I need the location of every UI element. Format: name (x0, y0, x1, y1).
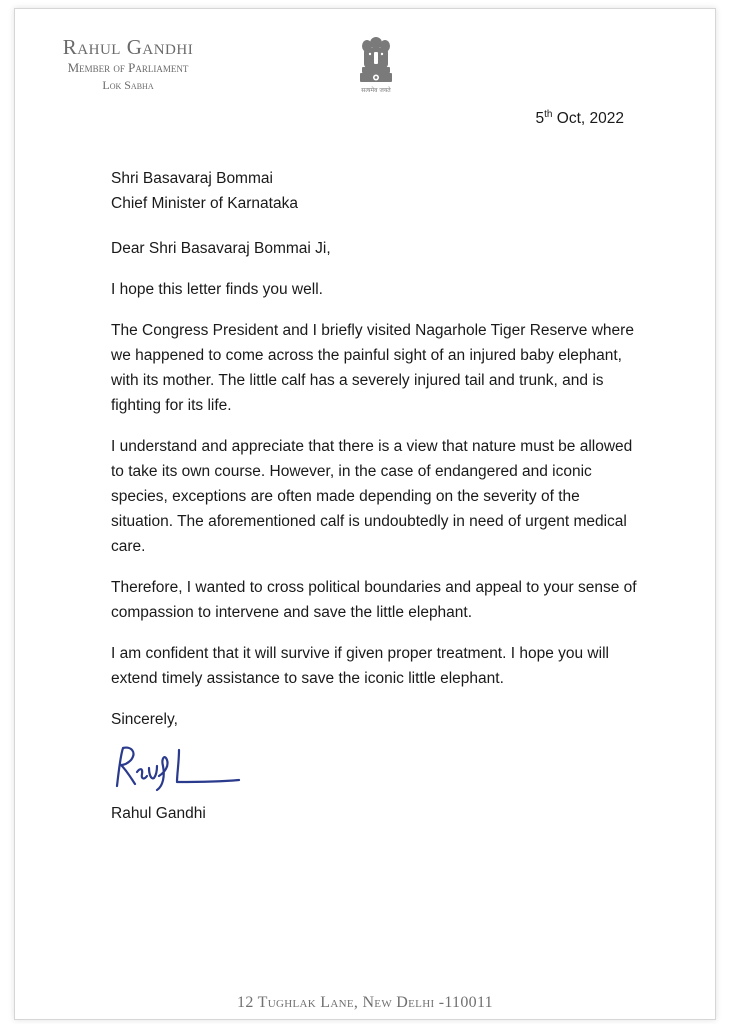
letterhead-role: Member of Parliament (67, 60, 189, 75)
signature-icon (107, 738, 247, 793)
recipient-name: Shri Basavaraj Bommai (111, 170, 273, 187)
letter-body (111, 166, 641, 826)
date-suffix: th (544, 109, 553, 120)
letterhead-house: Lok Sabha (102, 78, 154, 92)
date-rest: Oct, 2022 (552, 110, 624, 128)
paragraph-2: The Congress President and I briefly visited Nagarhole Tiger Reserve where we happened to come across the painful sight of an injured baby elephant, with its mother. The little calf has a severely injured tail and trunk, and is fighting for its life. (111, 322, 634, 414)
national-emblem-icon (354, 34, 398, 102)
closing: Sincerely, (111, 711, 178, 728)
recipient-title: Chief Minister of Karnataka (111, 195, 298, 212)
date-day: 5 (535, 110, 545, 128)
paragraph-1: I hope this letter finds you well. (111, 281, 323, 298)
paragraph-4: Therefore, I wanted to cross political boundaries and appeal to your sense of compassion to intervene and save the little elephant. (111, 579, 637, 621)
letter-page (14, 8, 716, 1020)
paragraph-3: I understand and appreciate that there is a view that nature must be allowed to take its own course. However, in the case of endangered and iconic species, exceptions are often made depending on the severity of the situation. The aforementioned calf is undoubtedly in need of urgent medical care. (111, 438, 633, 555)
signer-name: Rahul Gandhi (111, 805, 206, 822)
letter-date (536, 109, 624, 128)
recipient-address (111, 166, 641, 216)
footer-address: 12 Tughlak Lane, New Delhi -110011 (237, 994, 493, 1011)
salutation: Dear Shri Basavaraj Bommai Ji, (111, 240, 331, 257)
letterhead-name: Rahul Gandhi (62, 35, 194, 59)
emblem-caption: सत्यमेव जयते (361, 87, 391, 94)
letterhead (43, 37, 213, 91)
paragraph-5: I am confident that it will survive if given proper treatment. I hope you will extend timely assistance to save the iconic little elephant. (111, 645, 609, 687)
